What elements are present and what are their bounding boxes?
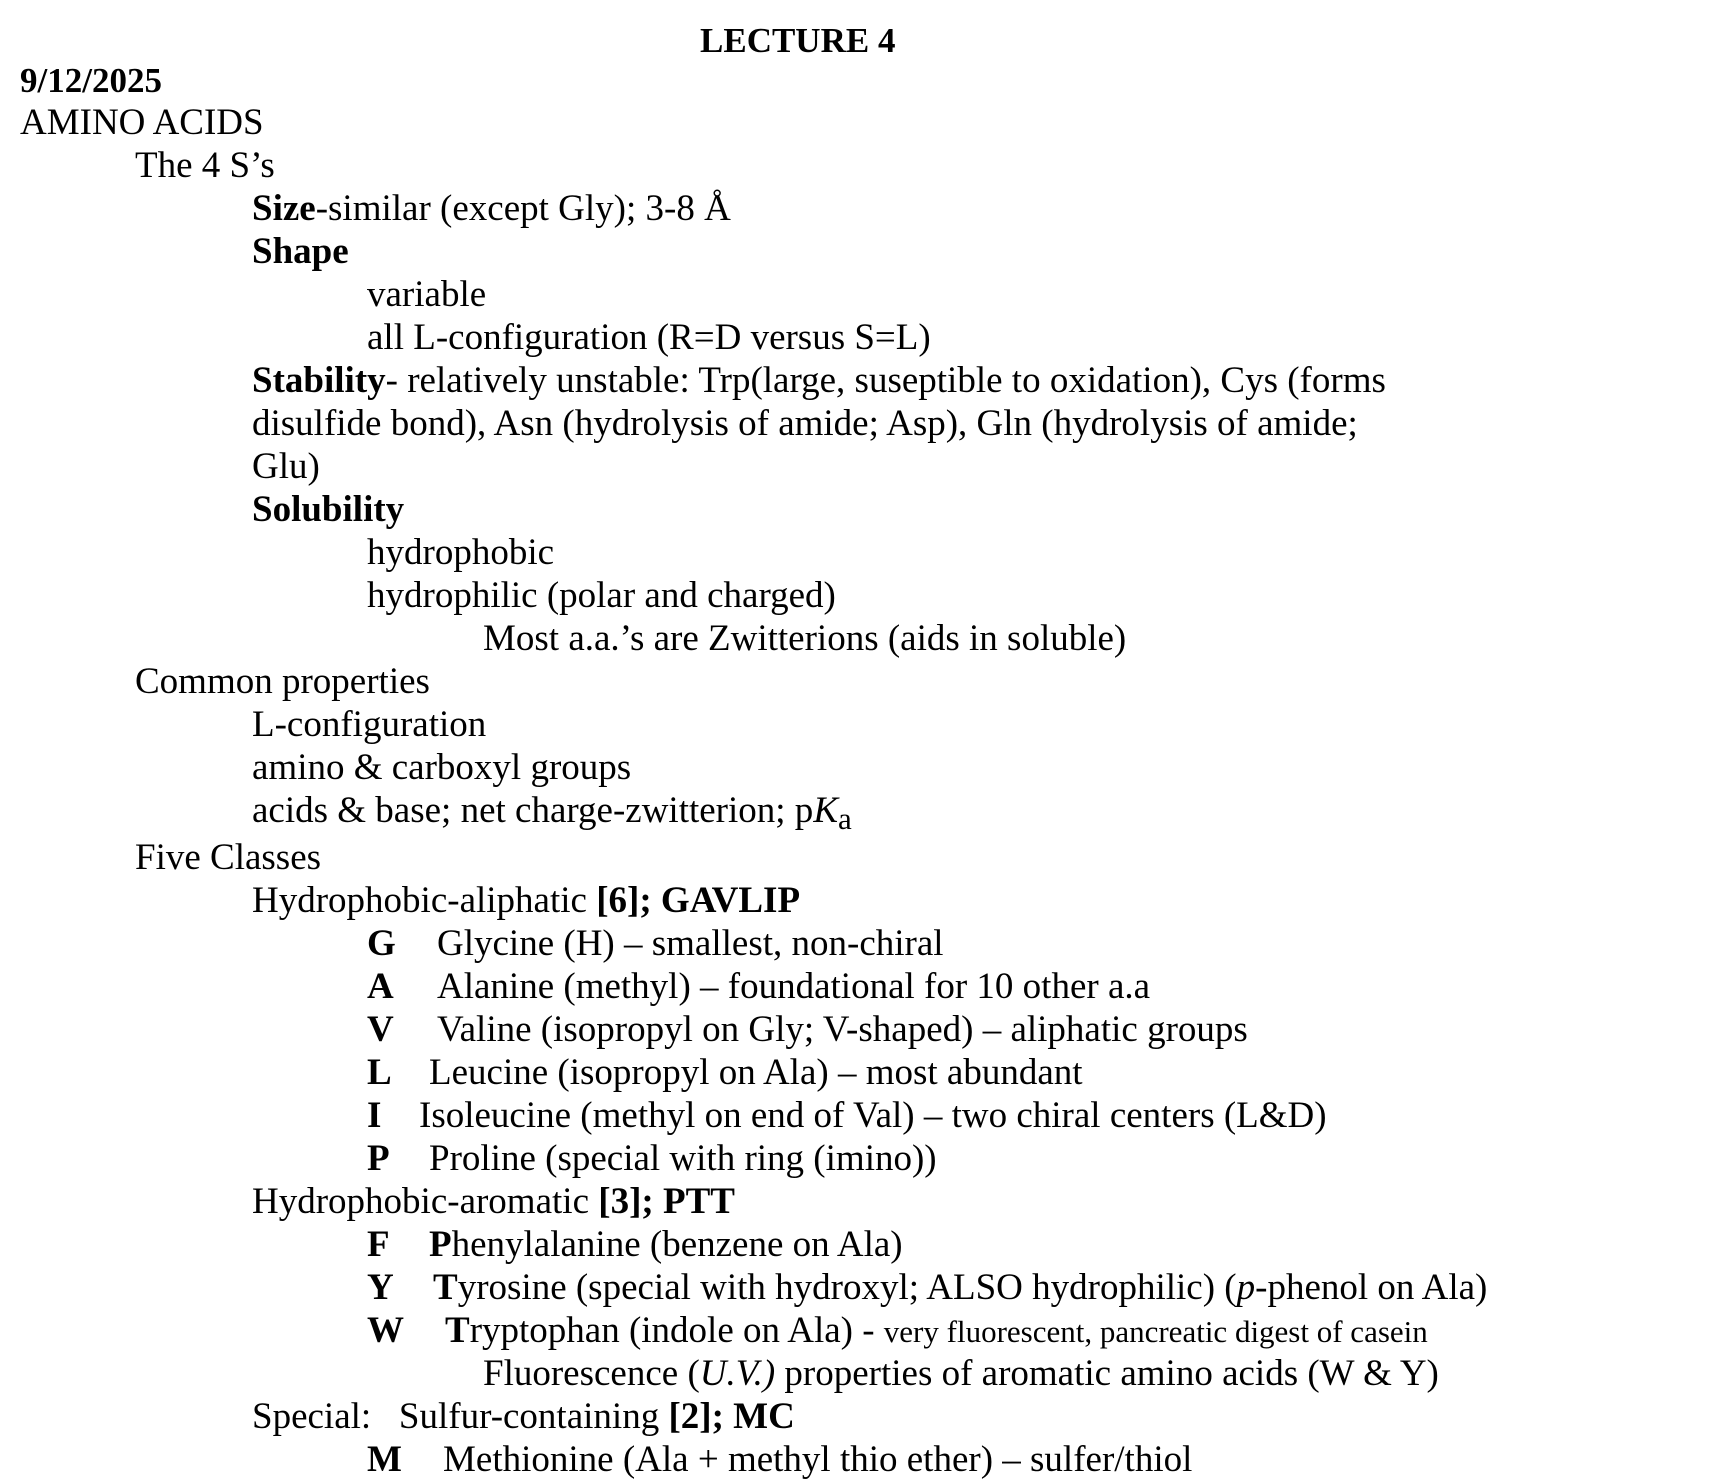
aliphatic-label: Hydrophobic-aliphatic [252, 880, 597, 921]
fluorescence-suffix: properties of aromatic amino acids (W & Y) [775, 1353, 1439, 1394]
page-title: LECTURE 4 [700, 21, 896, 60]
amino-acid-text: henylalanine (benzene on Ala) [451, 1224, 903, 1265]
stability-label: Stability [252, 360, 386, 401]
aliphatic-heading [252, 880, 800, 922]
special-label: Special: Sulfur-containing [252, 1396, 669, 1437]
five-classes-heading: Five Classes [135, 837, 322, 878]
aromatic-heading [252, 1181, 735, 1223]
aromatic-code: [3]; PTT [598, 1181, 735, 1222]
amino-acid-letter: I [367, 1095, 382, 1136]
pka-k: K [813, 790, 838, 831]
amino-acid-letter: P [367, 1138, 390, 1179]
amino-acid-letter: L [367, 1052, 392, 1093]
size-label: Size [252, 188, 316, 229]
aromatic-label: Hydrophobic-aromatic [252, 1181, 599, 1222]
fluorescence-prefix: Fluorescence ( [483, 1353, 700, 1394]
amino-acid-letter: W [367, 1310, 404, 1351]
amino-acid-letter: G [367, 923, 396, 964]
amino-acid-text-tail: -phenol on Ala) [1255, 1267, 1488, 1308]
common-properties-heading: Common properties [135, 661, 430, 702]
pka-sub: a [838, 801, 852, 836]
amino-acid-letter: Y [367, 1267, 394, 1308]
solubility-item: hydrophobic [367, 532, 555, 573]
common-item-pka [252, 790, 852, 836]
amino-acid-item [367, 1310, 1428, 1353]
fluorescence-note [483, 1353, 1439, 1395]
amino-acid-letter: A [367, 966, 394, 1007]
amino-acid-letter: F [367, 1224, 390, 1265]
lecture-date: 9/12/2025 [20, 61, 162, 100]
stability-text-cont: disulfide bond), Asn (hydrolysis of amide; Asp), Gln (hydrolysis of amide; [252, 403, 1358, 444]
amino-acid-item [367, 923, 944, 965]
shape-item: variable [367, 274, 487, 315]
special-code: [2]; MC [668, 1396, 795, 1437]
amino-acid-item [367, 1138, 937, 1180]
amino-acid-item [367, 966, 1150, 1008]
amino-acid-text: Methionine (Ala + methyl thio ether) – sulfer/thiol [443, 1439, 1193, 1480]
amino-acid-letter: M [367, 1439, 402, 1480]
special-heading [252, 1396, 795, 1438]
amino-acid-item [367, 1052, 1083, 1094]
pka-prefix: acids & base; net charge-zwitterion; p [252, 790, 814, 831]
amino-acid-text: Isoleucine (methyl on end of Val) – two chiral centers (L&D) [419, 1095, 1327, 1136]
amino-acid-item [367, 1224, 903, 1266]
amino-acid-item [367, 1267, 1487, 1309]
amino-acid-initial: P [429, 1224, 452, 1265]
size-text: -similar (except Gly); 3-8 Å [315, 188, 731, 229]
amino-acid-item [367, 1009, 1248, 1051]
shape-label: Shape [252, 231, 349, 272]
aliphatic-code: [6]; GAVLIP [596, 880, 801, 921]
amino-acid-text: Glycine (H) – smallest, non-chiral [437, 923, 944, 964]
size-line [252, 188, 731, 230]
shape-item: all L-configuration (R=D versus S=L) [367, 317, 931, 358]
stability-text: - relatively unstable: Trp(large, suseptible to oxidation), Cys (forms [385, 360, 1386, 401]
stability-text-cont: Glu) [252, 446, 320, 487]
amino-acid-initial: T [445, 1310, 470, 1351]
common-item: amino & carboxyl groups [252, 747, 632, 788]
amino-acid-text: Proline (special with ring (imino)) [429, 1138, 937, 1179]
four-s-heading: The 4 S’s [135, 145, 275, 186]
amino-acid-text: Valine (isopropyl on Gly; V-shaped) – aliphatic groups [437, 1009, 1248, 1050]
zwitterion-note: Most a.a.’s are Zwitterions (aids in soluble) [483, 618, 1127, 659]
solubility-item: hydrophilic (polar and charged) [367, 575, 836, 616]
amino-acid-item [367, 1439, 1192, 1481]
amino-acid-text: Leucine (isopropyl on Ala) – most abundant [429, 1052, 1083, 1093]
topic-heading: AMINO ACIDS [20, 102, 264, 143]
amino-acid-item [367, 1095, 1327, 1137]
common-item: L-configuration [252, 704, 487, 745]
para-italic: p [1236, 1267, 1256, 1308]
solubility-label: Solubility [252, 489, 405, 530]
stability-line [252, 360, 1386, 402]
trp-note: very fluorescent, pancreatic digest of casein [883, 1314, 1428, 1349]
amino-acid-text: Alanine (methyl) – foundational for 10 other a.a [437, 966, 1151, 1007]
amino-acid-text: yrosine (special with hydroxyl; ALSO hydrophilic) ( [457, 1267, 1237, 1308]
amino-acid-initial: T [433, 1267, 458, 1308]
fluorescence-uv: U.V.) [699, 1353, 776, 1394]
amino-acid-text: ryptophan (indole on Ala) - [469, 1310, 884, 1351]
amino-acid-letter: V [367, 1009, 394, 1050]
